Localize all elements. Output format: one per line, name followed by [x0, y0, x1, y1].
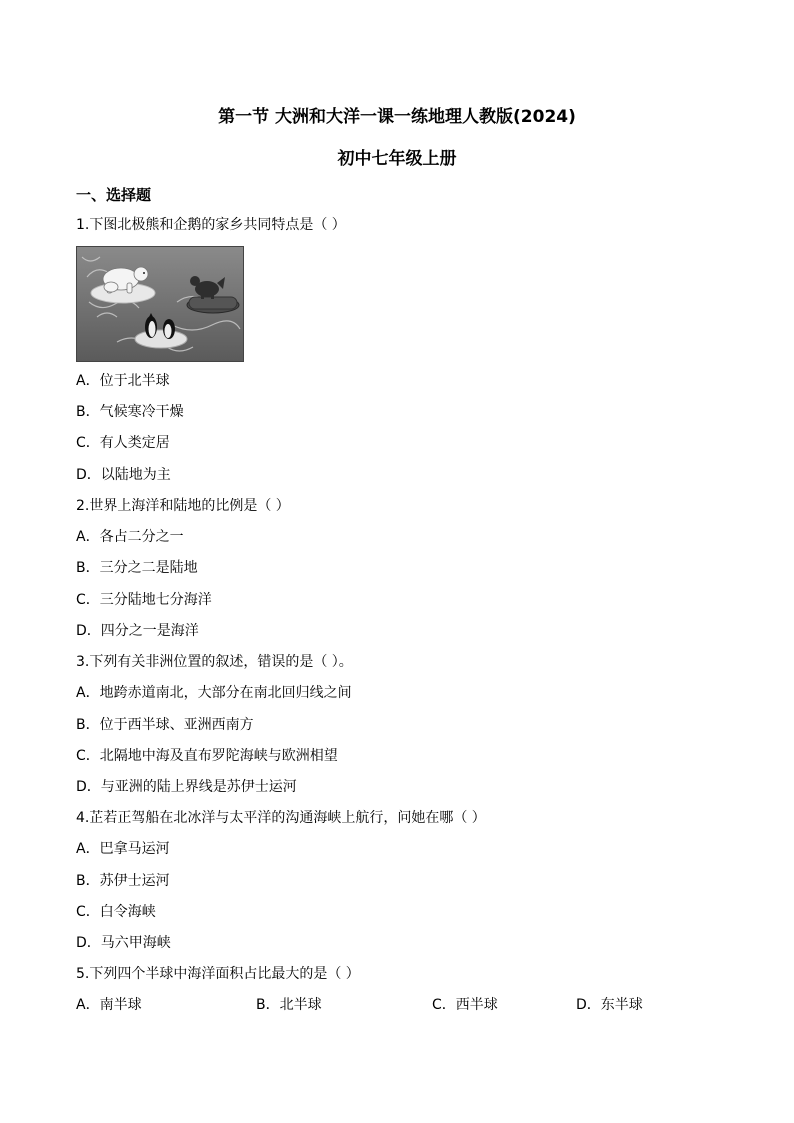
question-1-option-a: A．位于北半球 [76, 373, 170, 389]
question-3-stem: 3.下列有关非洲位置的叙述，错误的是（ ）。 [76, 654, 353, 670]
question-4-option-b: B．苏伊士运河 [76, 873, 170, 889]
question-4-stem: 4.芷若正驾船在北冰洋与太平洋的沟通海峡上航行，问她在哪（ ） [76, 810, 486, 826]
question-1-option-d: D．以陆地为主 [76, 467, 171, 483]
question-4-option-c: C．白令海峡 [76, 904, 156, 920]
question-5-option-b: B．北半球 [256, 997, 322, 1013]
polar-bear-penguin-figure [76, 246, 244, 362]
question-3-option-d: D．与亚洲的陆上界线是苏伊士运河 [76, 779, 297, 795]
question-2-option-a: A．各占二分之一 [76, 529, 184, 545]
document-subtitle: 初中七年级上册 [337, 149, 457, 169]
question-5-stem: 5.下列四个半球中海洋面积占比最大的是（ ） [76, 966, 360, 982]
question-5-option-d: D．东半球 [576, 997, 643, 1013]
question-4-option-d: D．马六甲海峡 [76, 935, 171, 951]
question-2-option-c: C．三分陆地七分海洋 [76, 592, 212, 608]
question-3-option-a: A．地跨赤道南北，大部分在南北回归线之间 [76, 685, 352, 701]
question-5-options [76, 995, 716, 1015]
question-3-option-c: C．北隔地中海及直布罗陀海峡与欧洲相望 [76, 748, 338, 764]
document-title: 第一节 大洲和大洋一课一练地理人教版(2024) [218, 107, 576, 127]
question-3-option-b: B．位于西半球、亚洲西南方 [76, 717, 254, 733]
question-2-option-d: D．四分之一是海洋 [76, 623, 199, 639]
question-5-option-a: A．南半球 [76, 997, 142, 1013]
question-2-stem: 2.世界上海洋和陆地的比例是（ ） [76, 498, 290, 514]
question-4-option-a: A．巴拿马运河 [76, 841, 170, 857]
section-heading: 一、选择题 [76, 186, 152, 204]
question-1-option-b: B．气候寒冷干燥 [76, 404, 184, 420]
question-1-stem: 1.下图北极熊和企鹅的家乡共同特点是（ ） [76, 217, 346, 233]
question-5-option-c: C．西半球 [432, 997, 498, 1013]
question-2-option-b: B．三分之二是陆地 [76, 560, 198, 576]
question-1-option-c: C．有人类定居 [76, 435, 170, 451]
